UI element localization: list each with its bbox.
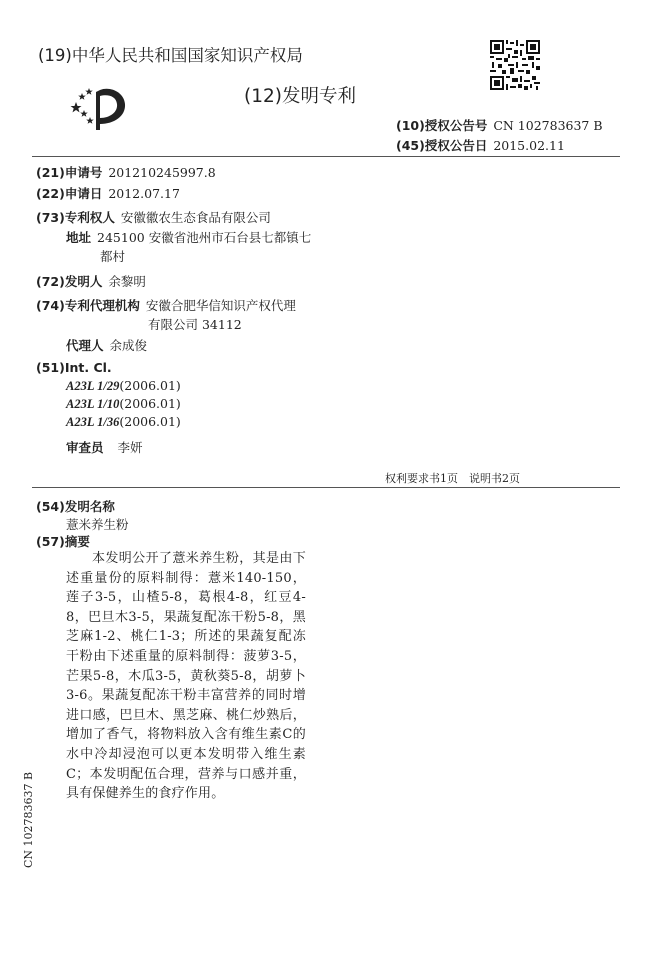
patent-agency-line-2: 有限公司 34112 — [148, 317, 242, 332]
address-line-2: 都村 — [100, 249, 126, 264]
qr-code-icon — [490, 40, 540, 90]
examiner: 审查员 李妍 — [66, 440, 143, 455]
int-cl-item: A23L 1/29(2006.01) — [66, 378, 181, 393]
document-type: (12)发明专利 — [244, 86, 356, 107]
grant-publication-date: (45)授权公告日 2015.02.11 — [396, 138, 565, 153]
application-number: (21)申请号 201210245997.8 — [36, 165, 216, 180]
cnipa-logo-icon — [70, 84, 132, 132]
int-cl-item: A23L 1/10(2006.01) — [66, 396, 181, 411]
application-date: (22)申请日 2012.07.17 — [36, 186, 180, 201]
agent: 代理人 余成俊 — [66, 338, 148, 353]
divider — [32, 487, 620, 488]
address: 地址 245100 安徽省池州市石台县七都镇七 — [66, 230, 312, 245]
office-name: (19)中华人民共和国国家知识产权局 — [38, 46, 303, 65]
invention-title-label: (54)发明名称 — [36, 499, 115, 514]
int-cl-label: (51)Int. Cl. — [36, 360, 112, 375]
inventor: (72)发明人 余黎明 — [36, 274, 146, 289]
int-cl-item: A23L 1/36(2006.01) — [66, 414, 181, 429]
grant-publication-number: (10)授权公告号 CN 102783637 B — [396, 118, 603, 133]
divider — [32, 156, 620, 157]
page-count: 权利要求书1页 说明书2页 — [385, 472, 520, 485]
patentee: (73)专利权人 安徽徽农生态食品有限公司 — [36, 210, 271, 225]
invention-title: 薏米养生粉 — [66, 517, 129, 532]
side-publication-number: CN 102783637 B — [22, 771, 35, 868]
abstract-text: 本发明公开了薏米养生粉，其是由下述重量份的原料制得：薏米140-150，莲子3-5，山楂5-8，葛根4-8，红豆4-8，巴旦木3-5，果蔬复配冻干粉5-8，黑芝麻1-2、桃仁1-3；所述的果蔬复配冻干粉由下述重量的原料制得：菠萝3-5，芒果5-8，木瓜3-5，黄秋葵5-8，胡萝卜3-6。果蔬复配冻干粉丰富营养的同时增进口感，巴旦木、黑芝麻、桃仁炒熟后，增加了香气，将物料放入含有维生素C的水中冷却浸泡可以更本发明带入维生素C；本发明配伍合理，营养与口感并重，具有保健养生的食疗作用。 — [66, 551, 306, 802]
patent-agency: (74)专利代理机构 安徽合肥华信知识产权代理 — [36, 298, 296, 313]
abstract-label: (57)摘要 — [36, 534, 90, 549]
